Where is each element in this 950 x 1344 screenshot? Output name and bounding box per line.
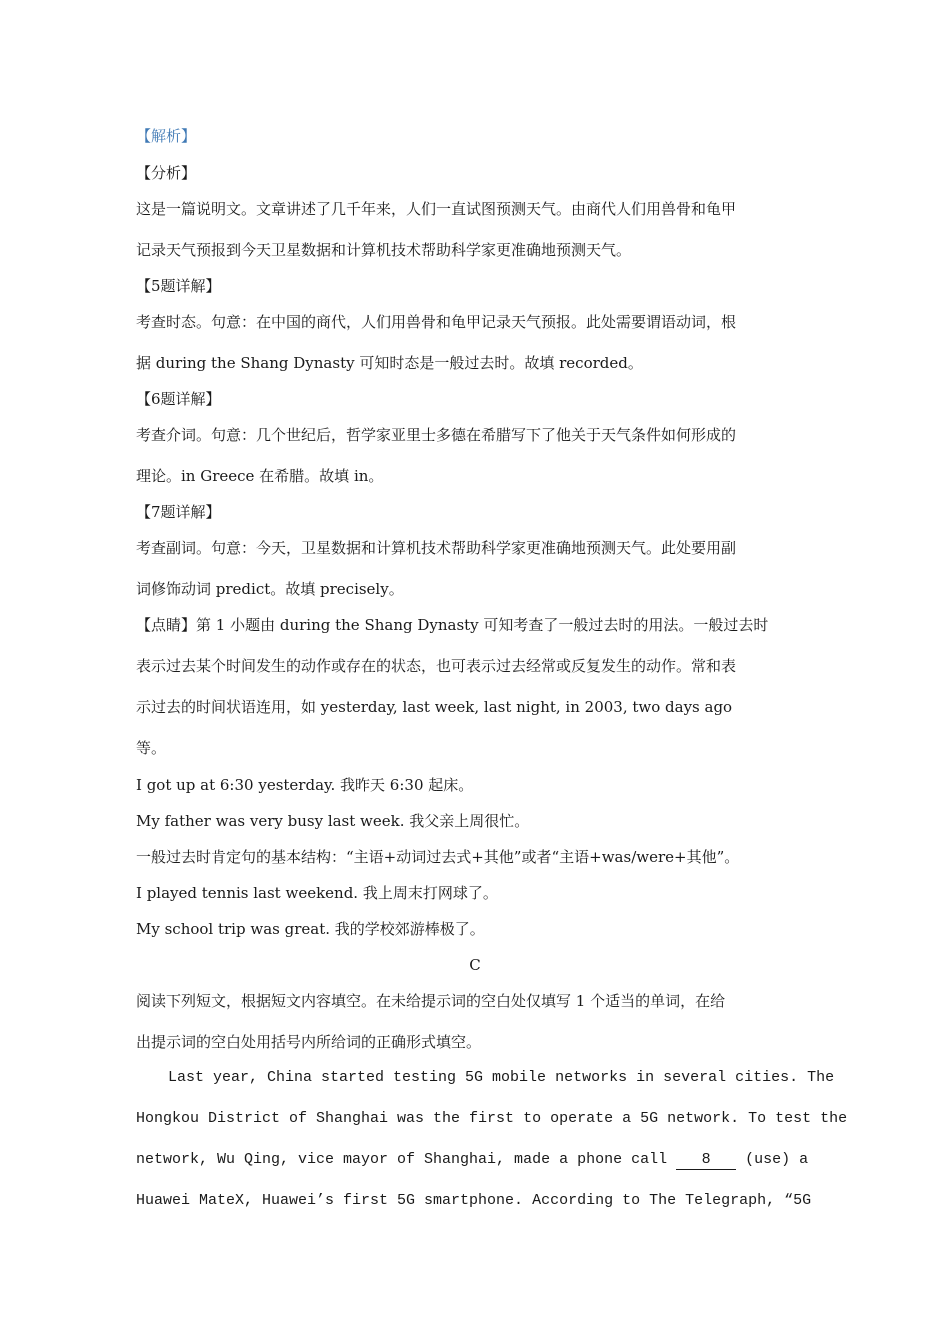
q5-explanation-line: 据 during the Shang Dynasty 可知时态是一般过去时。故填 recorded。 <box>136 354 643 372</box>
tip-line: 示过去的时间状语连用，如 yesterday, last week, last night, in 2003, two days ago <box>136 698 733 716</box>
analysis-header: 【解析】 <box>136 127 197 145</box>
tip-line: 【点睛】第 1 小题由 during the Shang Dynasty 可知考查了一般过去时的用法。一般过去时 <box>136 616 769 634</box>
tip-line: 等。 <box>136 739 167 757</box>
analysis-summary-line: 这是一篇说明文。文章讲述了几千年来，人们一直试图预测天气。由商代人们用兽骨和龟甲 <box>136 200 737 218</box>
q7-explanation-line: 考查副词。句意：今天，卫星数据和计算机技术帮助科学家更准确地预测天气。此处要用副 <box>136 539 737 557</box>
q7-header: 【7题详解】 <box>136 503 221 521</box>
tip-example: My school trip was great. 我的学校郊游棒极了。 <box>136 920 485 938</box>
passage-text: network, Wu Qing, vice mayor of Shanghai, made a phone call <box>136 1151 668 1168</box>
section-c-instruction: 阅读下列短文，根据短文内容填空。在未给提示词的空白处仅填写 1 个适当的单词，在给 <box>136 992 726 1010</box>
tip-example: My father was very busy last week. 我父亲上周很忙。 <box>136 812 530 830</box>
q5-explanation-line: 考查时态。句意：在中国的商代，人们用兽骨和龟甲记录天气预报。此处需要谓语动词，根 <box>136 313 737 331</box>
tip-example: I got up at 6:30 yesterday. 我昨天 6:30 起床。 <box>136 776 474 794</box>
q6-header: 【6题详解】 <box>136 390 221 408</box>
passage-line: Last year, China started testing 5G mobile networks in several cities. The <box>168 1069 835 1086</box>
q6-explanation-line: 理论。in Greece 在希腊。故填 in。 <box>136 467 384 485</box>
q5-header: 【5题详解】 <box>136 277 221 295</box>
analysis-summary-line: 记录天气预报到今天卫星数据和计算机技术帮助科学家更准确地预测天气。 <box>136 241 632 259</box>
tip-structure: 一般过去时肯定句的基本结构：“主语+动词过去式+其他”或者“主语+was/were+其他”。 <box>136 848 740 866</box>
tip-line: 表示过去某个时间发生的动作或存在的状态，也可表示过去经常或反复发生的动作。常和表 <box>136 657 737 675</box>
passage-text: (use) a <box>745 1151 809 1168</box>
tip-example: I played tennis last weekend. 我上周末打网球了。 <box>136 884 498 902</box>
passage-line: Hongkou District of Shanghai was the first to operate a 5G network. To test the <box>136 1110 848 1127</box>
section-c-instruction: 出提示词的空白处用括号内所给词的正确形式填空。 <box>136 1033 482 1051</box>
q6-explanation-line: 考查介词。句意：几个世纪后，哲学家亚里士多德在希腊写下了他关于天气条件如何形成的 <box>136 426 737 444</box>
analysis-sub-header: 【分析】 <box>136 164 197 182</box>
passage-line: Huawei MateX, Huawei’s first 5G smartphone. According to The Telegraph, “5G <box>136 1192 812 1209</box>
section-c-title: C <box>469 956 481 974</box>
passage-line-with-blank <box>136 1150 808 1170</box>
answer-blank-8: 8 <box>676 1151 736 1170</box>
q7-explanation-line: 词修饰动词 predict。故填 precisely。 <box>136 580 404 598</box>
